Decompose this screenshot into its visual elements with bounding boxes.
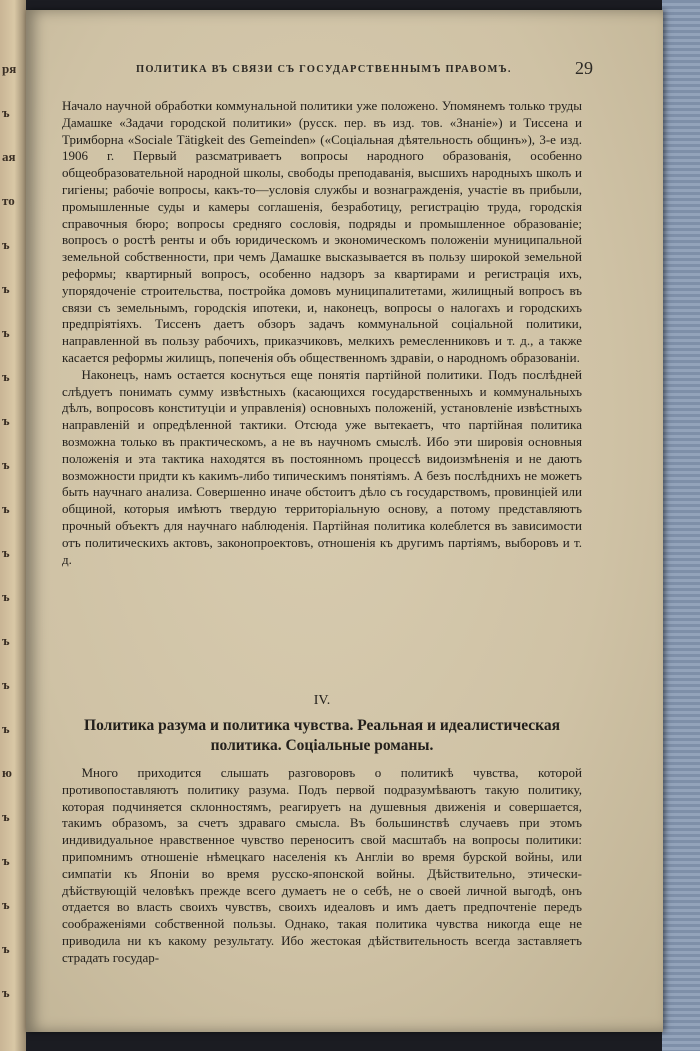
facing-page-fragment: ъ [2, 325, 10, 340]
section-number: IV. [313, 693, 331, 708]
facing-page-fragment: ъ [2, 545, 10, 560]
facing-page-fragment: ъ [2, 589, 10, 604]
book-page [26, 10, 663, 1032]
running-head: ПОЛИТИКА ВЪ СВЯЗИ СЪ ГОСУДАРСТВЕННЫМЪ ПРАВОМЪ. [136, 64, 512, 75]
facing-page-fragment: ъ [2, 369, 10, 384]
facing-page-fragment: ъ [2, 501, 10, 516]
paragraph: Наконецъ, намъ остается коснуться еще понятія партійной политики. Подъ послѣдней слѣдуетъ понимать сумму извѣстныхъ (касающихся государственныхъ и коммунальныхъ дѣлъ, вопросовъ конституціи и управленія) основныхъ положеній, установленіе извѣстныхъ направленій и опредѣленной тактики. Отсюда уже вытекаетъ, что партійная политика возможна только въ практическомъ, а не въ научномъ смыслѣ. Ибо эти шировія основныя положенія и эта тактика находятся въ постоянномъ процессѣ видоизмѣненія и не даютъ возможности придти къ какимъ-либо типическимъ понятіямъ. А безъ послѣднихъ не можетъ быть научнаго анализа. Совершенно иначе обстоитъ дѣло съ государствомъ, провинціей или общиной, которыя имѣютъ твердую территоріальную основу, а потому представляютъ прочный объектъ для научнаго наблюденія. Партійная политика колеблется въ зависимости отъ политическихъ актовъ, законопроектовъ, отношенія къ другимъ партіямъ, выборовъ и т. д. [62, 366, 582, 567]
facing-page-fragment: ъ [2, 677, 10, 692]
left-page-edge [0, 0, 26, 1051]
facing-page-fragment: ъ [2, 457, 10, 472]
facing-page-fragment: ая [2, 149, 16, 164]
paragraph: Много приходится слышать разговоровъ о политикѣ чувства, которой противопоставляютъ политику разума. Подъ первой подразумѣваютъ такую политику, которая подчиняется склонностямъ, реагируетъ на душевныя движенія и совершается, такимъ образомъ, за счетъ здраваго смысла. Въ большинствѣ случаевъ при этомъ индивидуальное нравственное чувство переноситъ свой масштабъ на вопросы политики: припомнимъ отношеніе нѣмецкаго населенія къ Англіи во время бурской войны, или симпатіи къ Японіи во время русско-японской войны. Дѣйствительно, этически-дѣйствующій человѣкъ прежде всего думаетъ не о себѣ, не о своей личной выгодѣ, онъ отдается во власть своихъ чувствъ, своихъ идеаловъ и имъ даетъ предпочтеніе передъ соображеніями собственной пользы. Однако, такая политика чувства никогда еще не приводила ни къ какому результату. Ибо жестокая дѣйствительность всегда заставляетъ страдать государ- [62, 765, 582, 965]
facing-page-fragment: ъ [2, 985, 10, 1000]
facing-page-fragment: ъ [2, 853, 10, 868]
facing-page-fragment: ъ [2, 105, 10, 120]
facing-page-fragment: ъ [2, 413, 10, 428]
facing-page-fragment: ъ [2, 941, 10, 956]
facing-page-fragment: ъ [2, 237, 10, 252]
facing-page-fragment: то [2, 193, 15, 208]
facing-page-fragment: ъ [2, 721, 10, 736]
facing-page-fragment: ъ [2, 809, 10, 824]
body-text [62, 98, 582, 568]
book-cover-cloth [662, 0, 700, 1051]
facing-page-fragment: ъ [2, 897, 10, 912]
section-body-text [62, 765, 582, 967]
paragraph: Начало научной обработки коммунальной политики уже положено. Упомянемъ только труды Дамашке «Задачи городской политики» (русск. пер. въ изд. тов. «Знаніе») и Тиссена и Тримборна «Sociale Tätigkeit des Gemeinden» («Соціальная дѣятельность общинъ»), 3-е изд. 1906 г. Первый разсматриваетъ вопросы народного образованія, особенно общеобразовательной народной школы, свободы преподаванія, высшихъ народныхъ школъ и гигіены; рабочіе вопросы, какъ-то—условія службы и вознагражденія, участіе въ прибыли, промышленные суды и камеры соглашенія, безработицу, регистрацію труда, городскія справочныя бюро; вопросы средняго сословія, подряды и промышленное образованіе; вопросъ о ростѣ ренты и объ юридическомъ и экономическомъ положеніи муниципальной земельной собственности, при чемъ Дамашке высказывается въ пользу широкой земельной реформы; квартирный вопросъ, особенно надзоръ за квартирами и регистрація ихъ, упорядоченіе строительства, постройка домовъ муниципалитетами, жилищный вопросъ въ связи съ земельнымъ, городскія ипотеки, и, наконецъ, вопросы о налогахъ и городскихъ предпріятіяхъ. Тиссенъ даетъ обзоръ задачъ коммунальной соціальной политики, направленной въ пользу рабочихъ, приказчиковъ, мелкихъ ремесленниковъ и т. д., а также касается реформы жилищъ, попеченія объ общественномъ здравіи, о народномъ образованіи. [62, 98, 582, 365]
section-title: Политика разума и политика чувства. Реальная и идеалистическая политика. Соціальные романы. [84, 717, 560, 754]
facing-page-fragment: ю [2, 765, 12, 780]
page-number: 29 [575, 58, 593, 78]
facing-page-fragment: ря [2, 61, 17, 76]
facing-page-fragment: ъ [2, 633, 10, 648]
page-header [26, 58, 663, 82]
facing-page-fragment: ъ [2, 281, 10, 296]
